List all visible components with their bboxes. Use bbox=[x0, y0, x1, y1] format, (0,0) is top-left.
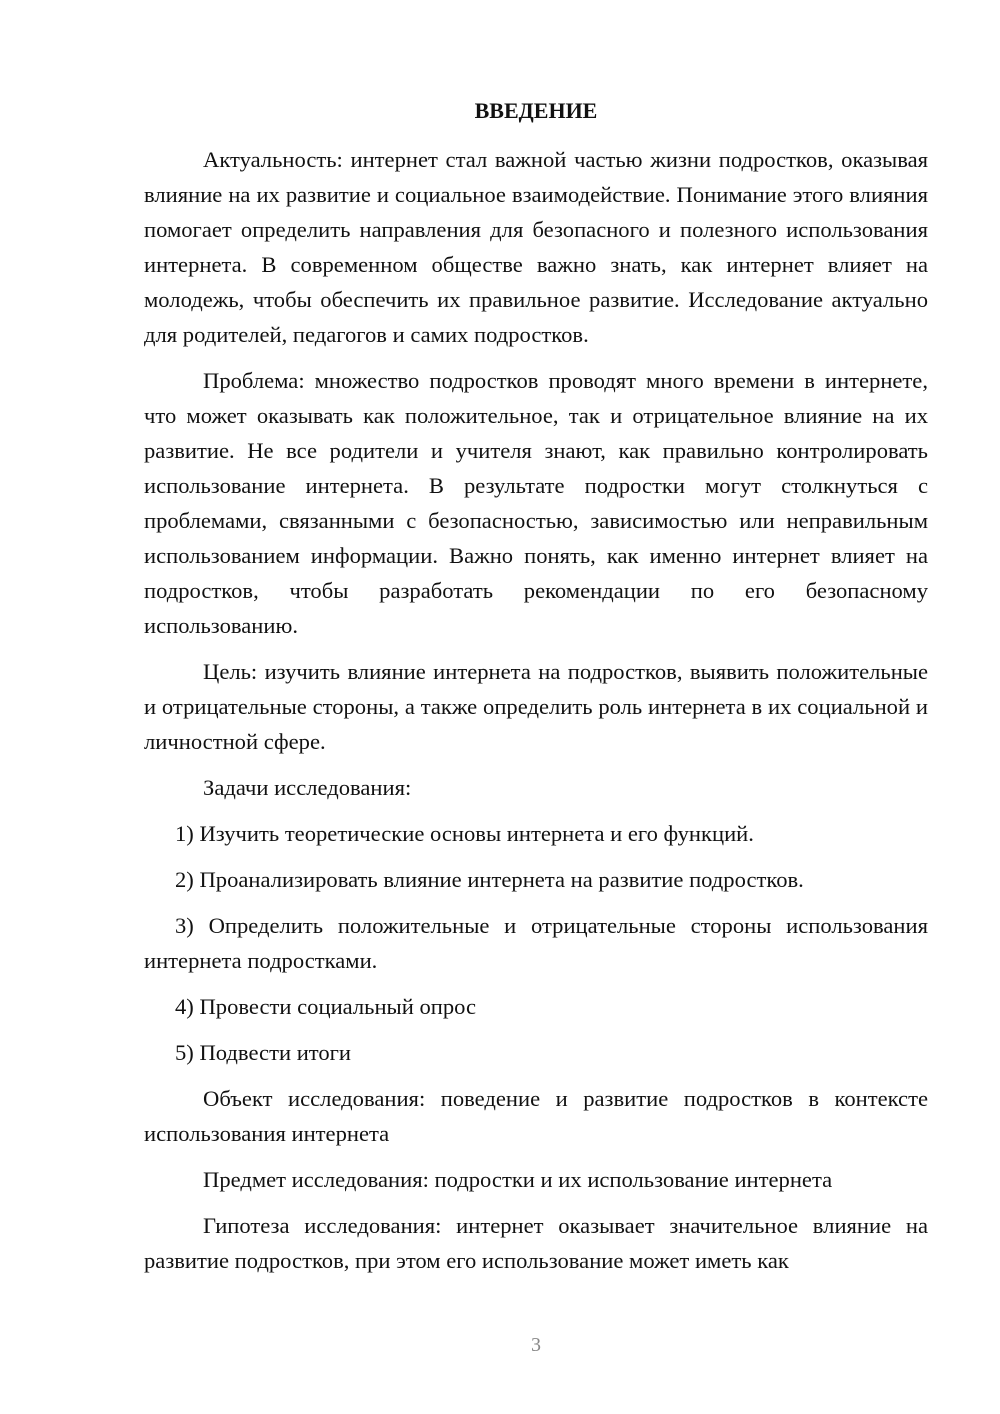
task-item: 4) Провести социальный опрос bbox=[175, 994, 477, 1019]
task-item: 3) Определить положительные и отрицательные стороны использования интернета подростками. bbox=[144, 913, 928, 973]
goal-paragraph: Цель: изучить влияние интернета на подростков, выявить положительные и отрицательные стороны, а также определить роль интернета в их социальной и личностной сфере. bbox=[144, 659, 928, 754]
page-title: ВВЕДЕНИЕ bbox=[474, 98, 598, 123]
tasks-title: Задачи исследования: bbox=[203, 775, 412, 800]
page-number: 3 bbox=[531, 1334, 541, 1356]
task-item: 1) Изучить теоретические основы интернета и его функций. bbox=[175, 821, 754, 846]
hypothesis-paragraph: Гипотеза исследования: интернет оказывает значительное влияние на развитие подростков, при этом его использование может иметь как bbox=[144, 1213, 928, 1273]
problem-paragraph: Проблема: множество подростков проводят много времени в интернете, что может оказывать как положительное, так и отрицательное влияние на их развитие. Не все родители и учителя знают, как правильно контролировать использование интернета. В результате подростки могут столкнуться с проблемами, связанными с безопасностью, зависимостью или неправильным использованием информации. Важно понять, как именно интернет влияет на подростков, чтобы разработать рекомендации по его безопасному использованию. bbox=[144, 368, 928, 638]
body-text bbox=[144, 142, 928, 1289]
relevance-paragraph: Актуальность: интернет стал важной частью жизни подростков, оказывая влияние на их развитие и социальное взаимодействие. Понимание этого влияния помогает определить направления для безопасного и полезного использования интернета. В современном обществе важно знать, как интернет влияет на молодежь, чтобы обеспечить их правильное развитие. Исследование актуально для родителей, педагогов и самих подростков. bbox=[144, 147, 928, 347]
task-item: 2) Проанализировать влияние интернета на развитие подростков. bbox=[175, 867, 804, 892]
object-paragraph: Объект исследования: поведение и развитие подростков в контексте использования интернета bbox=[144, 1086, 928, 1146]
subject-paragraph: Предмет исследования: подростки и их использование интернета bbox=[203, 1167, 833, 1192]
task-item: 5) Подвести итоги bbox=[175, 1040, 352, 1065]
